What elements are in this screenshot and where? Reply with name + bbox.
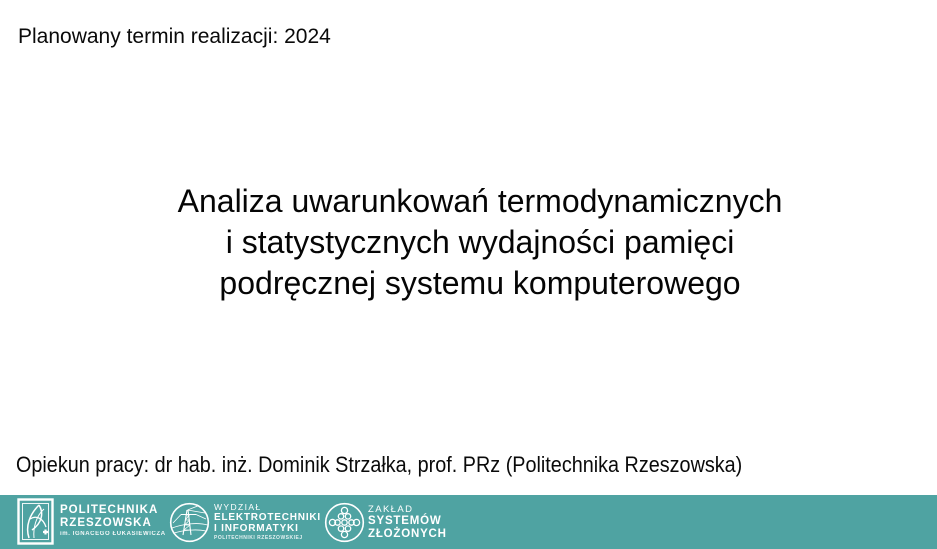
branding-footer — [0, 495, 937, 549]
department-name — [368, 504, 447, 541]
faculty-name-line-3: I INFORMATYKI — [214, 523, 299, 534]
slide-title-line-2: i statystycznych wydajności pamięci — [225, 224, 735, 260]
slide-title — [0, 181, 937, 304]
network-nodes-icon — [324, 502, 365, 543]
university-name — [60, 504, 166, 539]
department-name-line-3: ZŁOŻONYCH — [368, 528, 447, 540]
supervisor-text: Opiekun pracy: dr hab. inż. Dominik Strzałka, prof. PRz (Politechnika Rzeszowska) — [16, 452, 743, 477]
faculty-name — [214, 502, 321, 542]
electrical-tower-icon — [169, 502, 210, 543]
deadline-text: Planowany termin realizacji: 2024 — [18, 25, 331, 48]
faculty-name-line-4: POLITECHNIKI RZESZOWSKIEJ — [214, 535, 303, 541]
slide-title-line-3: podręcznej systemu komputerowego — [219, 265, 741, 301]
university-name-line-3: im. IGNACEGO ŁUKASIEWICZA — [60, 531, 166, 537]
prz-emblem-icon — [17, 498, 54, 545]
faculty-name-line-1: WYDZIAŁ — [214, 502, 262, 512]
department-name-line-2: SYSTEMÓW — [368, 515, 442, 527]
department-name-line-1: ZAKŁAD — [368, 504, 414, 515]
university-name-line-1: POLITECHNIKA — [60, 504, 159, 516]
university-name-line-2: RZESZOWSKA — [60, 517, 152, 529]
slide-title-line-1: Analiza uwarunkowań termodynamicznych — [177, 183, 783, 219]
faculty-name-line-2: ELEKTROTECHNIKI — [214, 512, 321, 523]
